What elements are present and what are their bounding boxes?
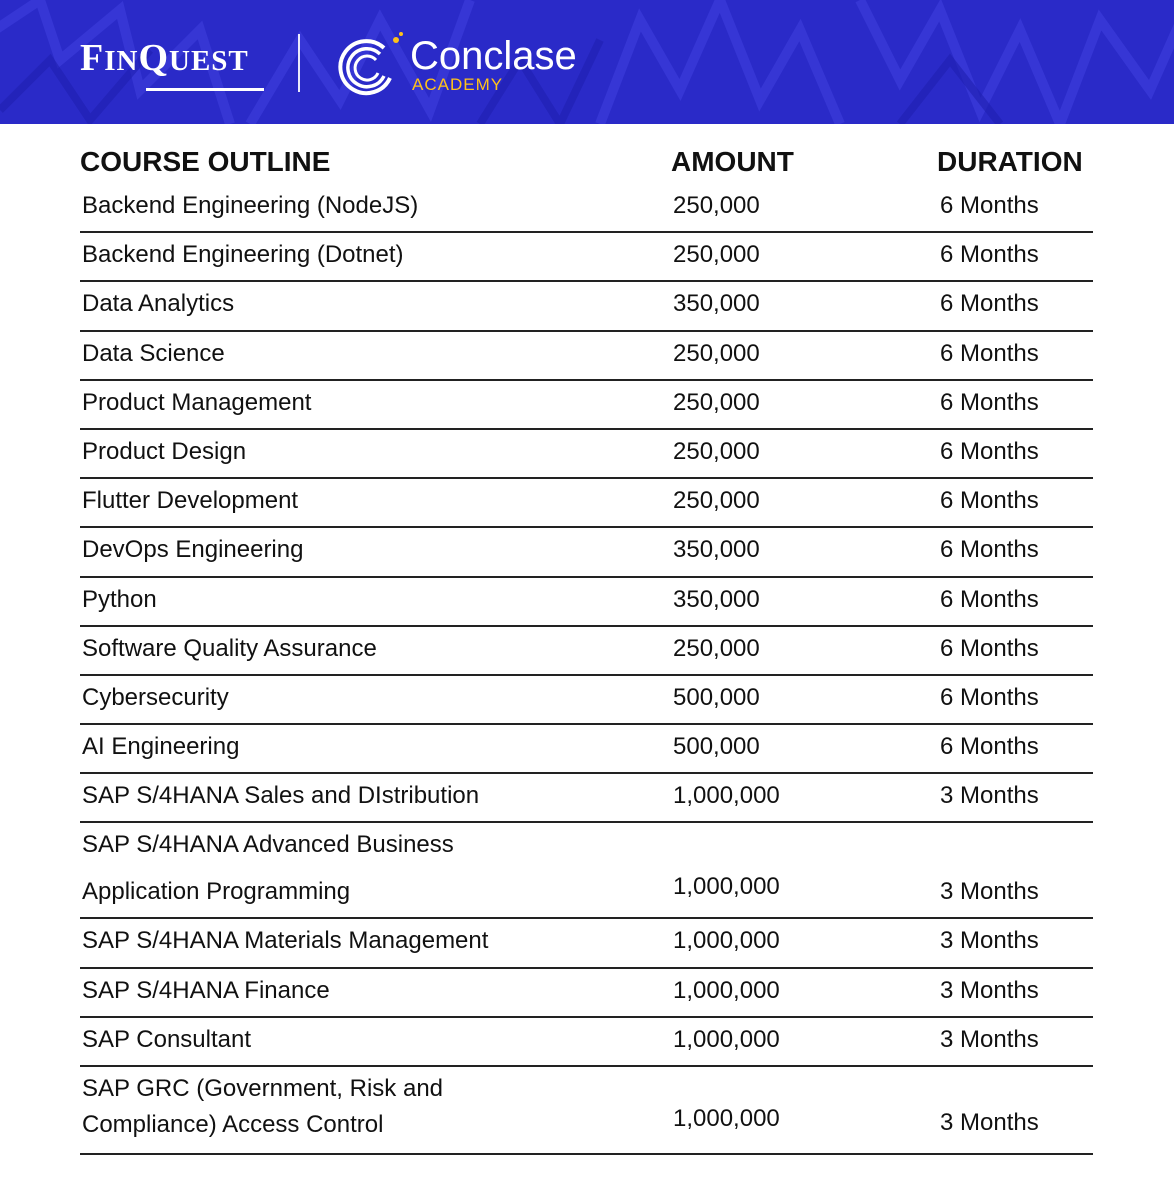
table-row (80, 479, 1093, 528)
table-row (80, 919, 1093, 968)
table-row (80, 1067, 1093, 1155)
table-row (80, 184, 1093, 233)
table-row (80, 725, 1093, 774)
table-header (80, 140, 1093, 184)
table-row (80, 528, 1093, 577)
course-amount: 250,000 (673, 241, 760, 269)
course-amount: 350,000 (673, 536, 760, 564)
table-row (80, 969, 1093, 1018)
course-name: SAP S/4HANA Materials Management (82, 927, 489, 955)
table-row (80, 676, 1093, 725)
course-duration: 6 Months (940, 437, 1039, 465)
amount-header: AMOUNT (671, 146, 794, 177)
logo-divider (298, 34, 300, 92)
course-name: Software Quality Assurance (82, 634, 377, 662)
course-amount: 250,000 (673, 388, 760, 416)
course-name: Product Design (82, 437, 247, 465)
course-duration: 3 Months (940, 927, 1039, 955)
course-name: Flutter Development (82, 487, 299, 515)
course-name: SAP S/4HANA Advanced Business (82, 831, 454, 859)
course-amount: 500,000 (673, 733, 760, 761)
course-amount: 1,000,000 (673, 1105, 780, 1132)
course-outline-header: COURSE OUTLINE (80, 146, 331, 177)
course-amount: 1,000,000 (673, 782, 780, 810)
table-row (80, 823, 1093, 919)
course-name: Python (82, 585, 157, 613)
course-duration: 6 Months (940, 585, 1039, 613)
course-table (80, 140, 1093, 1155)
course-amount: 250,000 (673, 437, 760, 465)
course-duration: 3 Months (940, 976, 1039, 1004)
course-name: SAP Consultant (82, 1025, 251, 1053)
course-name: Cybersecurity (82, 683, 229, 711)
course-duration: 6 Months (940, 634, 1039, 662)
conclase-academy-label: ACADEMY (412, 75, 504, 94)
course-amount: 350,000 (673, 585, 760, 613)
course-duration: 3 Months (940, 878, 1039, 906)
course-duration: 3 Months (940, 782, 1039, 810)
course-amount: 250,000 (673, 339, 760, 367)
conclase-name: Conclase (410, 34, 577, 78)
finquest-underline (146, 88, 264, 91)
course-name: Data Analytics (82, 290, 235, 318)
course-name: DevOps Engineering (82, 536, 304, 564)
course-name: SAP S/4HANA Finance (82, 976, 330, 1004)
course-amount: 250,000 (673, 634, 760, 662)
course-name: Application Programming (82, 878, 351, 906)
course-name: Backend Engineering (Dotnet) (82, 241, 404, 269)
duration-header: DURATION (937, 146, 1083, 177)
course-amount: 1,000,000 (673, 927, 780, 955)
course-duration: 3 Months (940, 1025, 1039, 1053)
course-amount: 1,000,000 (673, 1025, 780, 1053)
course-name: Backend Engineering (NodeJS) (82, 192, 419, 219)
header-banner (0, 0, 1174, 124)
finquest-logo: FINQUEST (80, 37, 249, 79)
course-amount: 350,000 (673, 290, 760, 318)
course-duration: 6 Months (940, 388, 1039, 416)
course-name: AI Engineering (82, 733, 240, 761)
course-amount: 500,000 (673, 683, 760, 711)
course-amount: 1,000,000 (673, 873, 780, 901)
table-body (80, 184, 1093, 1155)
course-duration: 6 Months (940, 733, 1039, 761)
course-duration: 6 Months (940, 339, 1039, 367)
table-row (80, 381, 1093, 430)
course-name: SAP S/4HANA Sales and DIstribution (82, 782, 480, 810)
course-amount: 1,000,000 (673, 976, 780, 1004)
table-row (80, 1018, 1093, 1067)
course-name: Compliance) Access Control (82, 1111, 384, 1138)
table-row (80, 332, 1093, 381)
table-row (80, 233, 1093, 282)
table-row (80, 627, 1093, 676)
course-duration: 6 Months (940, 683, 1039, 711)
course-name: SAP GRC (Government, Risk and (82, 1075, 444, 1102)
course-duration: 6 Months (940, 192, 1039, 219)
course-duration: 6 Months (940, 536, 1039, 564)
table-row (80, 430, 1093, 479)
course-duration: 6 Months (940, 241, 1039, 269)
course-duration: 6 Months (940, 290, 1039, 318)
table-row (80, 578, 1093, 627)
course-amount: 250,000 (673, 487, 760, 515)
table-row (80, 774, 1093, 823)
conclase-logo-icon (334, 30, 406, 102)
course-duration: 3 Months (940, 1109, 1039, 1136)
course-name: Data Science (82, 339, 225, 367)
table-row (80, 282, 1093, 331)
course-name: Product Management (82, 388, 312, 416)
course-amount: 250,000 (673, 192, 760, 219)
course-duration: 6 Months (940, 487, 1039, 515)
